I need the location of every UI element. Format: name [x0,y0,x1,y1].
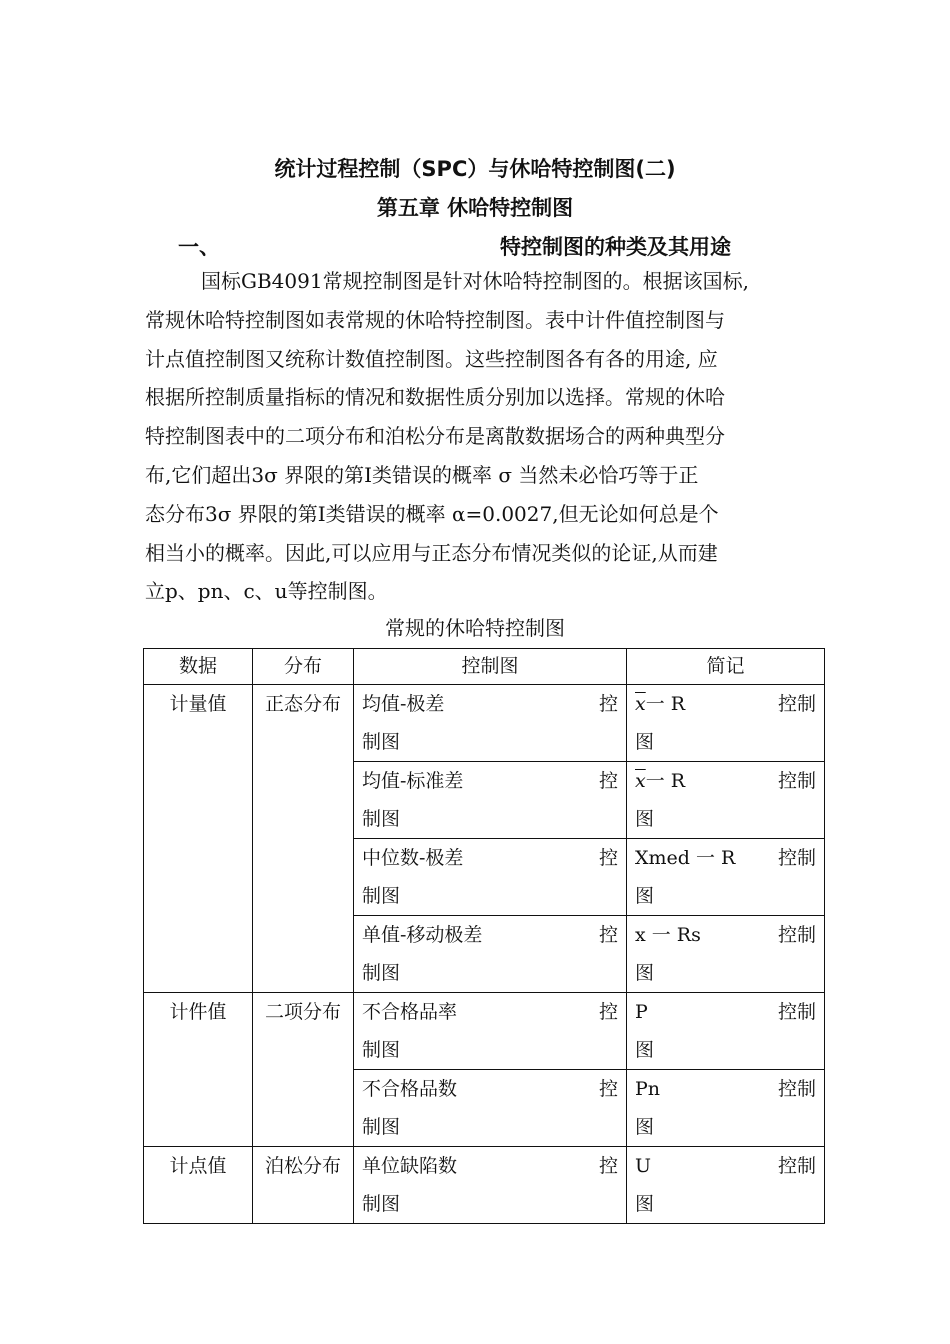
abbr-suffix-cont: 图 [635,885,655,907]
abbr-suffix: 控制 [777,1001,816,1023]
abbr-symbol: x 一 Rs [635,924,701,946]
x-bar-symbol: $\overline{x}$ [635,770,646,792]
cell-abbreviation [627,993,825,1070]
cell-distribution: 泊松分布 [253,1147,354,1224]
control-chart-table [143,648,825,1224]
chart-name-tail: 控 [598,693,618,715]
table-row [144,1147,825,1224]
abbr-suffix-cont: 图 [635,962,655,984]
abbr-symbol: U [635,1155,652,1177]
cell-control-chart [354,839,627,916]
abbr-suffix-cont: 图 [635,808,655,830]
table-header-row [144,649,825,685]
chart-name-cont: 制图 [362,731,401,753]
paragraph-line: 立p、pn、c、u等控制图。 [145,579,388,604]
document-title: 统计过程控制（SPC）与休哈特控制图(二) [274,157,676,181]
cell-data-type: 计点值 [144,1147,253,1224]
table-row [144,993,825,1070]
abbr-symbol: 一 R [645,770,686,792]
header-distribution: 分布 [253,649,354,685]
abbr-suffix-cont: 图 [635,731,655,753]
cell-data-type: 计量值 [144,685,253,993]
chart-name-cont: 制图 [362,885,401,907]
cell-control-chart [354,1070,627,1147]
chart-name-tail: 控 [598,1155,618,1177]
abbr-suffix: 控制 [777,924,816,946]
cell-abbreviation [627,1070,825,1147]
cell-data-type: 计件值 [144,993,253,1147]
cell-control-chart [354,762,627,839]
abbr-symbol: P [635,1001,648,1023]
cell-abbreviation [627,916,825,993]
abbr-suffix-cont: 图 [635,1039,655,1061]
chart-name-cont: 制图 [362,1193,401,1215]
paragraph-line: 常规休哈特控制图如表常规的休哈特控制图。表中计件值控制图与 [145,307,725,332]
abbr-suffix: 控制 [777,1078,816,1100]
chart-name: 单值-移动极差 [362,924,483,946]
paragraph-line: 态分布3σ 界限的第Ⅰ类错误的概率 α=0.0027,但无论如何总是个 [145,501,719,526]
cell-abbreviation [627,762,825,839]
chart-name: 不合格品率 [362,1001,458,1023]
abbr-suffix: 控制 [777,847,816,869]
cell-distribution: 正态分布 [253,685,354,993]
chart-name: 均值-标准差 [362,770,464,792]
chart-name-cont: 制图 [362,962,401,984]
cell-distribution: 二项分布 [253,993,354,1147]
chart-name-cont: 制图 [362,808,401,830]
paragraph-line: 根据所控制质量指标的情况和数据性质分别加以选择。常规的休哈 [145,385,725,410]
x-bar-symbol: $\overline{x}$ [635,693,646,715]
cell-abbreviation [627,1147,825,1224]
chart-name-tail: 控 [598,1078,618,1100]
chapter-heading: 第五章 休哈特控制图 [376,196,574,220]
chart-name: 不合格品数 [362,1078,458,1100]
abbr-suffix-cont: 图 [635,1193,655,1215]
paragraph-line: 计点值控制图又统称计数值控制图。这些控制图各有各的用途, 应 [145,346,718,371]
chart-name-tail: 控 [598,847,618,869]
abbr-suffix: 控制 [777,770,816,792]
chart-name: 中位数-极差 [362,847,464,869]
abbr-symbol: Xmed 一 R [635,847,736,869]
table-row [144,685,825,762]
header-abbreviation: 简记 [627,649,825,685]
chart-name-tail: 控 [598,770,618,792]
paragraph-line: 布,它们超出3σ 界限的第Ⅰ类错误的概率 σ 当然未必恰巧等于正 [145,462,699,487]
table-caption: 常规的休哈特控制图 [385,616,565,640]
table-body [144,685,825,1224]
paragraph-line: 特控制图表中的二项分布和泊松分布是离散数据场合的两种典型分 [145,424,725,449]
body-paragraph [145,262,810,611]
chart-name-tail: 控 [598,924,618,946]
cell-control-chart [354,916,627,993]
cell-control-chart [354,1147,627,1224]
header-data: 数据 [144,649,253,685]
cell-control-chart [354,993,627,1070]
chart-name: 单位缺陷数 [362,1155,458,1177]
header-control-chart: 控制图 [354,649,627,685]
section-number: 一、 [178,235,220,259]
paragraph-line: 国标GB4091常规控制图是针对休哈特控制图的。根据该国标, [201,269,749,293]
abbr-suffix-cont: 图 [635,1116,655,1138]
chart-name-cont: 制图 [362,1039,401,1061]
abbr-symbol: 一 R [645,693,686,715]
chart-name-tail: 控 [598,1001,618,1023]
cell-abbreviation [627,839,825,916]
abbr-suffix: 控制 [777,693,816,715]
chart-name-cont: 制图 [362,1116,401,1138]
abbr-suffix: 控制 [777,1155,816,1177]
cell-control-chart [354,685,627,762]
section-title: 特控制图的种类及其用途 [500,235,731,259]
paragraph-line: 相当小的概率。因此,可以应用与正态分布情况类似的论证,从而建 [145,540,718,565]
abbr-symbol: Pn [635,1078,661,1100]
chart-name: 均值-极差 [362,693,445,715]
cell-abbreviation [627,685,825,762]
